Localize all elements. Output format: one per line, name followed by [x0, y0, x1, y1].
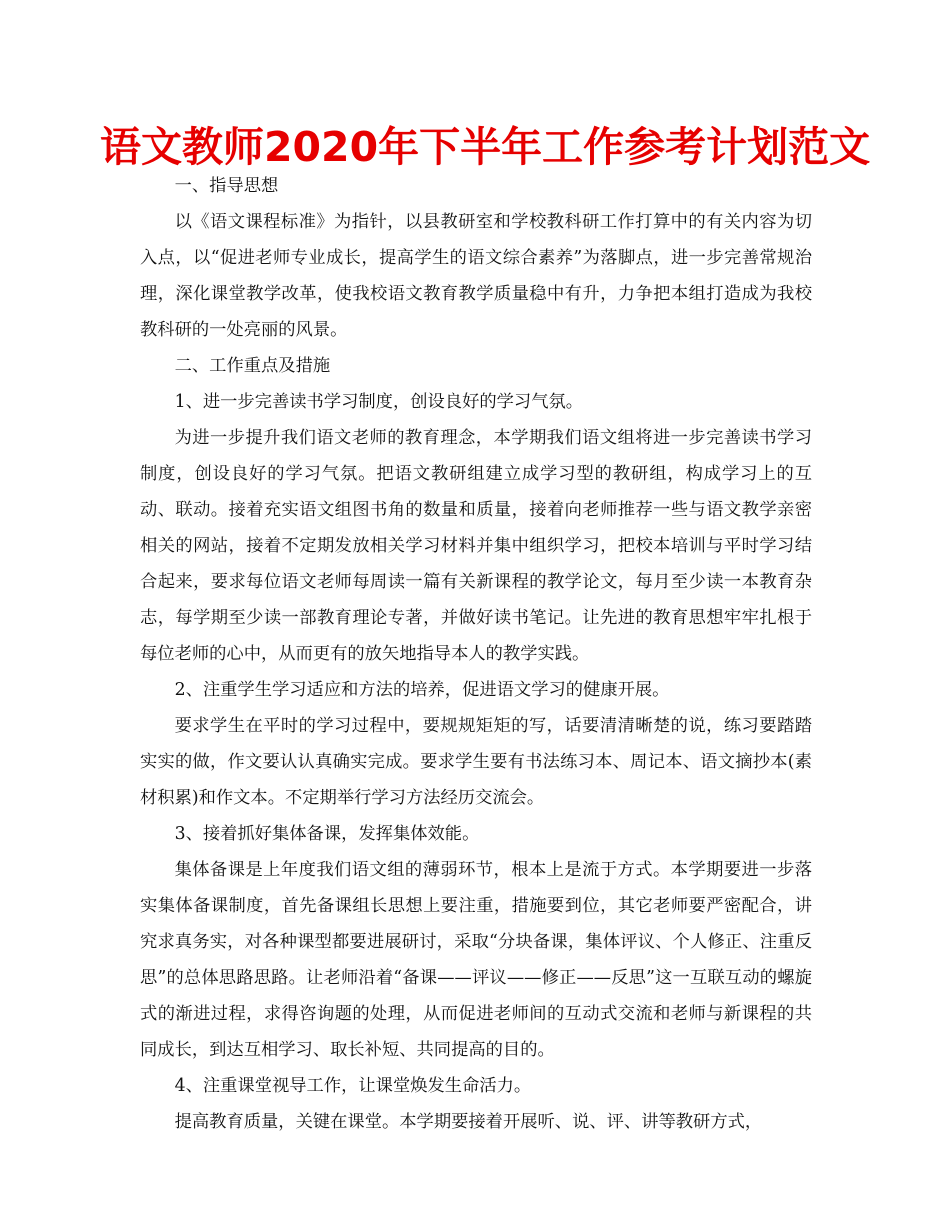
paragraph-reading-system: 为进一步提升我们语文老师的教育理念，本学期我们语文组将进一步完善读书学习制度，创设良好的学习气氛。把语文教研组建立成学习型的教研组，构成学习上的互动、联动。接着充实语文组图书角的数量和质量，接着向老师推荐一些与语文教学亲密相关的网站，接着不定期发放相关学习材料并集中组织学习，把校本培训与平时学习结合起来，要求每位语文老师每周读一篇有关新课程的教学论文，每月至少读一本教育杂志，每学期至少读一部教育理论专著，并做好读书笔记。让先进的教育思想牢牢扎根于每位老师的心中，从而更有的放矢地指导本人的教学实践。: [140, 428, 812, 664]
paragraph-guiding-thought: 以《语文课程标准》为指针，以县教研室和学校教科研工作打算中的有关内容为切入点，以“促进老师专业成长，提高学生的语文综合素养”为落脚点，进一步完善常规治理，深化课堂教学改革，使我校语文教育教学质量稳中有升，力争把本组打造成为我校教科研的一处亮丽的风景。: [140, 212, 812, 340]
subheading-classroom-guidance: 4、注重课堂视导工作，让课堂焕发生命活力。: [174, 1076, 532, 1096]
subheading-collective-prep: 3、接着抓好集体备课，发挥集体效能。: [174, 824, 480, 844]
document-title: 语文教师2020年下半年工作参考计划范文: [100, 123, 871, 171]
subheading-study-habits: 2、注重学生学习适应和方法的培养，促进语文学习的健康开展。: [174, 680, 670, 700]
section-heading-guiding-thought: 一、指导思想: [174, 176, 279, 196]
subheading-reading-system: 1、进一步完善读书学习制度，创设良好的学习气氛。: [174, 392, 584, 412]
document-body: [140, 168, 812, 1140]
paragraph-study-habits: 要求学生在平时的学习过程中，要规规矩矩的写，话要清清晰楚的说，练习要踏踏实实的做，作文要认认真确实完成。要求学生要有书法练习本、周记本、语文摘抄本(素材积累)和作文本。不定期举行学习方法经历交流会。: [140, 716, 812, 808]
paragraph-collective-prep: 集体备课是上年度我们语文组的薄弱环节，根本上是流于方式。本学期要进一步落实集体备课制度，首先备课组长思想上要注重，措施要到位，其它老师要严密配合，讲究求真务实，对各种课型都要进展研讨，采取“分块备课，集体评议、个人修正、注重反思”的总体思路思路。让老师沿着“备课——评议——修正——反思”这一互联互动的螺旋式的渐进过程，求得咨询题的处理，从而促进老师间的互动式交流和老师与新课程的共同成长，到达互相学习、取长补短、共同提高的目的。: [140, 860, 812, 1060]
section-heading-key-work: 二、工作重点及措施: [174, 356, 331, 376]
paragraph-classroom-guidance: 提高教育质量，关键在课堂。本学期要接着开展听、说、评、讲等教研方式，: [174, 1112, 763, 1132]
